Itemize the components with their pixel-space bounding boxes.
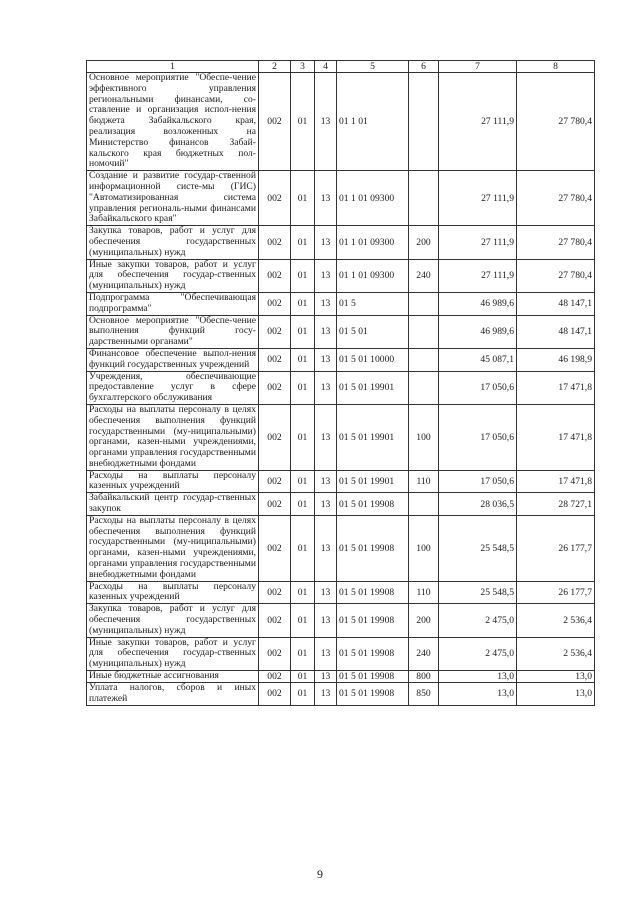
amount-year-2: 26 177,7 xyxy=(517,581,595,604)
amount-year-2: 17 471,8 xyxy=(517,371,595,404)
target-article-code: 01 5 01 19901 xyxy=(337,470,409,493)
subsection-code: 13 xyxy=(315,637,337,670)
amount-year-1: 27 111,9 xyxy=(439,226,517,259)
amount-year-1: 27 111,9 xyxy=(439,73,517,171)
table-row xyxy=(87,581,595,604)
dept-code: 002 xyxy=(259,493,291,516)
expense-type-code xyxy=(409,493,439,516)
item-name: Иные закупки товаров, работ и услуг для обеспечения государ-ственных (муниципальных) нужд xyxy=(87,259,259,292)
dept-code: 002 xyxy=(259,404,291,470)
section-code: 01 xyxy=(291,315,315,348)
expense-type-code xyxy=(409,292,439,315)
section-code: 01 xyxy=(291,371,315,404)
header-cell: 6 xyxy=(409,61,439,73)
dept-code: 002 xyxy=(259,515,291,581)
dept-code: 002 xyxy=(259,315,291,348)
section-code: 01 xyxy=(291,581,315,604)
item-name: Расходы на выплаты персоналу казенных учреждений xyxy=(87,470,259,493)
target-article-code: 01 1 01 09300 xyxy=(337,226,409,259)
amount-year-1: 2 475,0 xyxy=(439,637,517,670)
expense-type-code: 240 xyxy=(409,259,439,292)
dept-code: 002 xyxy=(259,226,291,259)
budget-table xyxy=(86,60,595,706)
amount-year-2: 17 471,8 xyxy=(517,404,595,470)
amount-year-1: 17 050,6 xyxy=(439,470,517,493)
target-article-code: 01 5 01 19901 xyxy=(337,371,409,404)
table-row xyxy=(87,171,595,226)
section-code: 01 xyxy=(291,292,315,315)
amount-year-2: 46 198,9 xyxy=(517,348,595,371)
subsection-code: 13 xyxy=(315,371,337,404)
header-cell: 1 xyxy=(87,61,259,73)
amount-year-1: 28 036,5 xyxy=(439,493,517,516)
section-code: 01 xyxy=(291,404,315,470)
section-code: 01 xyxy=(291,493,315,516)
expense-type-code: 100 xyxy=(409,515,439,581)
amount-year-2: 17 471,8 xyxy=(517,470,595,493)
amount-year-2: 27 780,4 xyxy=(517,226,595,259)
dept-code: 002 xyxy=(259,671,291,683)
section-code: 01 xyxy=(291,73,315,171)
header-cell: 5 xyxy=(337,61,409,73)
amount-year-1: 17 050,6 xyxy=(439,371,517,404)
expense-type-code xyxy=(409,171,439,226)
amount-year-1: 17 050,6 xyxy=(439,404,517,470)
dept-code: 002 xyxy=(259,292,291,315)
section-code: 01 xyxy=(291,637,315,670)
target-article-code: 01 5 01 19908 xyxy=(337,493,409,516)
amount-year-1: 25 548,5 xyxy=(439,515,517,581)
subsection-code: 13 xyxy=(315,671,337,683)
table-row xyxy=(87,604,595,637)
target-article-code: 01 1 01 09300 xyxy=(337,259,409,292)
dept-code: 002 xyxy=(259,259,291,292)
header-cell: 8 xyxy=(517,61,595,73)
expense-type-code: 110 xyxy=(409,581,439,604)
target-article-code: 01 5 01 xyxy=(337,315,409,348)
header-cell: 4 xyxy=(315,61,337,73)
table-row xyxy=(87,292,595,315)
table-row xyxy=(87,259,595,292)
target-article-code: 01 5 xyxy=(337,292,409,315)
table-row xyxy=(87,348,595,371)
section-code: 01 xyxy=(291,515,315,581)
item-name: Иные закупки товаров, работ и услуг для обеспечения государ-ственных (муниципальных) нужд xyxy=(87,637,259,670)
item-name: Финансовое обеспечение выпол-нения функций государственных учреждений xyxy=(87,348,259,371)
amount-year-1: 25 548,5 xyxy=(439,581,517,604)
table-row xyxy=(87,315,595,348)
subsection-code: 13 xyxy=(315,581,337,604)
item-name: Расходы на выплаты персоналу в целях обеспечения выполнения функций государственными (му-ниципальными) органами, казен-ными учреждениями, органами управления государственными внебюджетными фондами xyxy=(87,404,259,470)
item-name: Основное мероприятие "Обеспе-чение выполнения функций госу-дарственными органами" xyxy=(87,315,259,348)
table-row xyxy=(87,226,595,259)
item-name: Расходы на выплаты персоналу в целях обеспечения выполнения функций государственными (му-ниципальными) органами, казен-ными учреждениями, органами управления государственными внебюджетными фондами xyxy=(87,515,259,581)
amount-year-2: 27 780,4 xyxy=(517,259,595,292)
subsection-code: 13 xyxy=(315,683,337,706)
subsection-code: 13 xyxy=(315,515,337,581)
amount-year-2: 28 727,1 xyxy=(517,493,595,516)
amount-year-1: 13,0 xyxy=(439,683,517,706)
target-article-code: 01 5 01 19908 xyxy=(337,515,409,581)
amount-year-1: 2 475,0 xyxy=(439,604,517,637)
item-name: Уплата налогов, сборов и иных платежей xyxy=(87,683,259,706)
subsection-code: 13 xyxy=(315,348,337,371)
item-name: Закупка товаров, работ и услуг для обеспечения государственных (муниципальных) нужд xyxy=(87,604,259,637)
page-number: 9 xyxy=(317,867,323,881)
dept-code: 002 xyxy=(259,637,291,670)
subsection-code: 13 xyxy=(315,470,337,493)
item-name: Закупка товаров, работ и услуг для обеспечения государственных (муниципальных) нужд xyxy=(87,226,259,259)
expense-type-code: 110 xyxy=(409,470,439,493)
expense-type-code: 850 xyxy=(409,683,439,706)
expense-type-code xyxy=(409,315,439,348)
target-article-code: 01 1 01 09300 xyxy=(337,171,409,226)
subsection-code: 13 xyxy=(315,259,337,292)
amount-year-1: 13,0 xyxy=(439,671,517,683)
target-article-code: 01 5 01 19908 xyxy=(337,581,409,604)
section-code: 01 xyxy=(291,683,315,706)
dept-code: 002 xyxy=(259,73,291,171)
section-code: 01 xyxy=(291,671,315,683)
amount-year-2: 48 147,1 xyxy=(517,292,595,315)
target-article-code: 01 5 01 19901 xyxy=(337,404,409,470)
header-cell: 3 xyxy=(291,61,315,73)
subsection-code: 13 xyxy=(315,315,337,348)
table-row xyxy=(87,404,595,470)
dept-code: 002 xyxy=(259,348,291,371)
amount-year-2: 27 780,4 xyxy=(517,171,595,226)
target-article-code: 01 5 01 19908 xyxy=(337,671,409,683)
subsection-code: 13 xyxy=(315,73,337,171)
amount-year-2: 26 177,7 xyxy=(517,515,595,581)
expense-type-code xyxy=(409,73,439,171)
expense-type-code: 240 xyxy=(409,637,439,670)
amount-year-2: 2 536,4 xyxy=(517,637,595,670)
amount-year-2: 2 536,4 xyxy=(517,604,595,637)
section-code: 01 xyxy=(291,470,315,493)
section-code: 01 xyxy=(291,171,315,226)
header-cell: 2 xyxy=(259,61,291,73)
target-article-code: 01 1 01 xyxy=(337,73,409,171)
section-code: 01 xyxy=(291,226,315,259)
dept-code: 002 xyxy=(259,604,291,637)
subsection-code: 13 xyxy=(315,604,337,637)
expense-type-code: 100 xyxy=(409,404,439,470)
target-article-code: 01 5 01 19908 xyxy=(337,604,409,637)
target-article-code: 01 5 01 10000 xyxy=(337,348,409,371)
expense-type-code xyxy=(409,371,439,404)
amount-year-2: 13,0 xyxy=(517,683,595,706)
header-row xyxy=(87,61,595,73)
table-row xyxy=(87,683,595,706)
subsection-code: 13 xyxy=(315,404,337,470)
amount-year-2: 48 147,1 xyxy=(517,315,595,348)
dept-code: 002 xyxy=(259,683,291,706)
amount-year-2: 27 780,4 xyxy=(517,73,595,171)
amount-year-1: 46 989,6 xyxy=(439,292,517,315)
table-row xyxy=(87,73,595,171)
item-name: Основное мероприятие "Обеспе-чение эффективного управления региональными финансами, со-ставление и организация испол-нения бюджета Забайкальского края, реализация возложенных на Министерство финансов Забай-кальского края бюджетных пол-номочий" xyxy=(87,73,259,171)
table-row xyxy=(87,637,595,670)
expense-type-code xyxy=(409,348,439,371)
dept-code: 002 xyxy=(259,581,291,604)
table-row xyxy=(87,371,595,404)
item-name: Создание и развитие государ-ственной информационной систе-мы (ГИС) "Автоматизированная система управления региональ-ными финансами Забайкальского края" xyxy=(87,171,259,226)
table-row xyxy=(87,493,595,516)
subsection-code: 13 xyxy=(315,292,337,315)
amount-year-1: 46 989,6 xyxy=(439,315,517,348)
subsection-code: 13 xyxy=(315,171,337,226)
subsection-code: 13 xyxy=(315,226,337,259)
dept-code: 002 xyxy=(259,171,291,226)
item-name: Иные бюджетные ассигнования xyxy=(87,671,259,683)
table-row xyxy=(87,470,595,493)
target-article-code: 01 5 01 19908 xyxy=(337,637,409,670)
expense-type-code: 200 xyxy=(409,226,439,259)
header-cell: 7 xyxy=(439,61,517,73)
section-code: 01 xyxy=(291,259,315,292)
table-row xyxy=(87,515,595,581)
expense-type-code: 200 xyxy=(409,604,439,637)
item-name: Подпрограмма "Обеспечивающая подпрограмма" xyxy=(87,292,259,315)
item-name: Забайкальский центр государ-ственных закупок xyxy=(87,493,259,516)
subsection-code: 13 xyxy=(315,493,337,516)
section-code: 01 xyxy=(291,604,315,637)
table-row xyxy=(87,671,595,683)
amount-year-2: 13,0 xyxy=(517,671,595,683)
expense-type-code: 800 xyxy=(409,671,439,683)
dept-code: 002 xyxy=(259,470,291,493)
amount-year-1: 27 111,9 xyxy=(439,259,517,292)
section-code: 01 xyxy=(291,348,315,371)
item-name: Учреждения, обеспечивающие предоставление услуг в сфере бухгалтерского обслуживания xyxy=(87,371,259,404)
dept-code: 002 xyxy=(259,371,291,404)
item-name: Расходы на выплаты персоналу казенных учреждений xyxy=(87,581,259,604)
amount-year-1: 27 111,9 xyxy=(439,171,517,226)
target-article-code: 01 5 01 19908 xyxy=(337,683,409,706)
amount-year-1: 45 087,1 xyxy=(439,348,517,371)
